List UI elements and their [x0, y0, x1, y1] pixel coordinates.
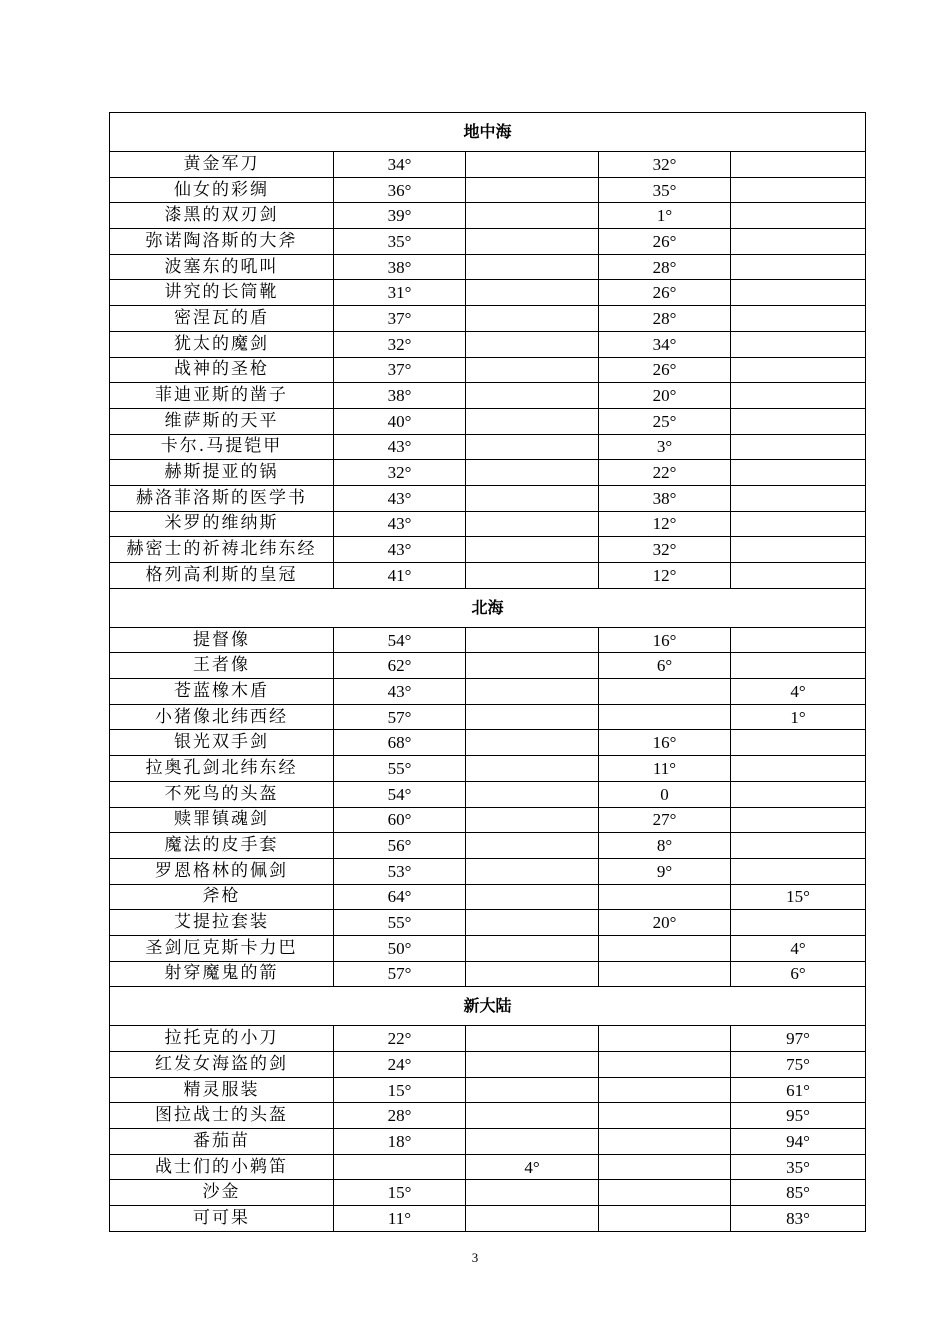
- item-name-cell: 赫斯提亚的锅: [110, 460, 334, 486]
- coordinate-cell: 0: [599, 781, 731, 807]
- coordinate-cell: 61°: [731, 1077, 866, 1103]
- item-name-cell: 罗恩格林的佩剑: [110, 858, 334, 884]
- table-row: [110, 935, 866, 961]
- item-name-cell: 密涅瓦的盾: [110, 306, 334, 332]
- coordinate-cell: 22°: [334, 1026, 466, 1052]
- coordinate-cell: [731, 331, 866, 357]
- table-row: [110, 383, 866, 409]
- coordinate-cell: [466, 653, 599, 679]
- coordinate-cell: 55°: [334, 756, 466, 782]
- table-row: [110, 1180, 866, 1206]
- coordinate-cell: 38°: [334, 383, 466, 409]
- table-row: [110, 460, 866, 486]
- section-header-row: [110, 987, 866, 1026]
- coordinate-cell: 95°: [731, 1103, 866, 1129]
- coordinate-cell: [466, 1206, 599, 1232]
- item-name-cell: 苍蓝橡木盾: [110, 679, 334, 705]
- coordinate-cell: 27°: [599, 807, 731, 833]
- coordinate-cell: [466, 1077, 599, 1103]
- table-row: [110, 152, 866, 178]
- coordinate-cell: 32°: [599, 537, 731, 563]
- coordinate-cell: 11°: [334, 1206, 466, 1232]
- coordinate-cell: [731, 229, 866, 255]
- table-row: [110, 1154, 866, 1180]
- coordinate-cell: 57°: [334, 704, 466, 730]
- coordinate-cell: 85°: [731, 1180, 866, 1206]
- item-name-cell: 仙女的彩绸: [110, 177, 334, 203]
- coordinates-table: [109, 112, 866, 1232]
- coordinate-cell: 41°: [334, 563, 466, 589]
- coordinate-cell: [466, 254, 599, 280]
- item-name-cell: 战神的圣枪: [110, 357, 334, 383]
- item-name-cell: 斧枪: [110, 884, 334, 910]
- coordinate-cell: [731, 833, 866, 859]
- coordinate-cell: [466, 756, 599, 782]
- coordinate-cell: 37°: [334, 357, 466, 383]
- coordinate-cell: [466, 807, 599, 833]
- coordinate-cell: 34°: [599, 331, 731, 357]
- coordinate-cell: 15°: [334, 1180, 466, 1206]
- section-title: 北海: [110, 588, 866, 627]
- coordinate-cell: 55°: [334, 910, 466, 936]
- table-row: [110, 653, 866, 679]
- coordinate-cell: [731, 306, 866, 332]
- table-row: [110, 1077, 866, 1103]
- item-name-cell: 番茄苗: [110, 1129, 334, 1155]
- table-row: [110, 485, 866, 511]
- coordinate-cell: 1°: [731, 704, 866, 730]
- table-row: [110, 434, 866, 460]
- table-row: [110, 1052, 866, 1078]
- table-row: [110, 357, 866, 383]
- coordinate-cell: [466, 280, 599, 306]
- coordinate-cell: 6°: [731, 961, 866, 987]
- coordinate-cell: 50°: [334, 935, 466, 961]
- item-name-cell: 格列高利斯的皇冠: [110, 563, 334, 589]
- table-row: [110, 781, 866, 807]
- table-row: [110, 177, 866, 203]
- coordinate-cell: [466, 730, 599, 756]
- coordinate-cell: [466, 704, 599, 730]
- coordinate-cell: 4°: [731, 935, 866, 961]
- coordinate-cell: 35°: [334, 229, 466, 255]
- coordinate-cell: [466, 229, 599, 255]
- coordinate-cell: [731, 563, 866, 589]
- coordinate-cell: [466, 935, 599, 961]
- coordinate-cell: [466, 884, 599, 910]
- coordinate-cell: 35°: [599, 177, 731, 203]
- item-name-cell: 犹太的魔剑: [110, 331, 334, 357]
- coordinate-cell: [731, 485, 866, 511]
- coordinate-cell: 22°: [599, 460, 731, 486]
- coordinate-cell: [731, 280, 866, 306]
- coordinate-cell: [599, 1180, 731, 1206]
- coordinate-cell: 8°: [599, 833, 731, 859]
- item-name-cell: 精灵服装: [110, 1077, 334, 1103]
- coordinate-cell: 75°: [731, 1052, 866, 1078]
- table-row: [110, 331, 866, 357]
- coordinate-cell: [466, 910, 599, 936]
- coordinate-cell: 28°: [599, 254, 731, 280]
- coordinate-cell: [466, 1052, 599, 1078]
- coordinate-cell: 43°: [334, 679, 466, 705]
- coordinate-cell: 43°: [334, 537, 466, 563]
- table-row: [110, 627, 866, 653]
- item-name-cell: 不死鸟的头盔: [110, 781, 334, 807]
- table-row: [110, 961, 866, 987]
- coordinate-cell: 60°: [334, 807, 466, 833]
- coordinate-cell: [731, 434, 866, 460]
- coordinate-cell: [731, 152, 866, 178]
- coordinate-cell: 15°: [334, 1077, 466, 1103]
- item-name-cell: 可可果: [110, 1206, 334, 1232]
- table-row: [110, 537, 866, 563]
- coordinate-cell: [466, 177, 599, 203]
- coordinate-cell: 15°: [731, 884, 866, 910]
- table-row: [110, 511, 866, 537]
- coordinate-cell: 6°: [599, 653, 731, 679]
- section-title: 新大陆: [110, 987, 866, 1026]
- coordinate-cell: [731, 807, 866, 833]
- coordinate-cell: [599, 935, 731, 961]
- coordinate-cell: [731, 910, 866, 936]
- coordinate-cell: [599, 961, 731, 987]
- coordinate-cell: 57°: [334, 961, 466, 987]
- coordinate-cell: [599, 1052, 731, 1078]
- coordinate-cell: [731, 730, 866, 756]
- coordinate-cell: 28°: [599, 306, 731, 332]
- coordinate-cell: 3°: [599, 434, 731, 460]
- coordinate-cell: [466, 152, 599, 178]
- coordinate-cell: [466, 858, 599, 884]
- coordinate-cell: 18°: [334, 1129, 466, 1155]
- coordinate-cell: 40°: [334, 408, 466, 434]
- item-name-cell: 波塞东的吼叫: [110, 254, 334, 280]
- table-row: [110, 408, 866, 434]
- coordinate-cell: [466, 485, 599, 511]
- coordinate-cell: [731, 537, 866, 563]
- table-row: [110, 884, 866, 910]
- coordinate-cell: [466, 537, 599, 563]
- coordinate-cell: 34°: [334, 152, 466, 178]
- coordinate-cell: [466, 203, 599, 229]
- item-name-cell: 红发女海盗的剑: [110, 1052, 334, 1078]
- coordinate-cell: 16°: [599, 627, 731, 653]
- coordinate-cell: [466, 563, 599, 589]
- coordinate-cell: [466, 331, 599, 357]
- coordinate-cell: [599, 884, 731, 910]
- coordinate-cell: 12°: [599, 511, 731, 537]
- coordinate-cell: 83°: [731, 1206, 866, 1232]
- coordinate-cell: [599, 679, 731, 705]
- coordinate-cell: [466, 961, 599, 987]
- coordinate-cell: 31°: [334, 280, 466, 306]
- coordinate-cell: 38°: [599, 485, 731, 511]
- item-name-cell: 银光双手剑: [110, 730, 334, 756]
- coordinate-cell: [599, 1077, 731, 1103]
- table-row: [110, 858, 866, 884]
- coordinate-cell: 9°: [599, 858, 731, 884]
- coordinate-cell: [599, 704, 731, 730]
- item-name-cell: 米罗的维纳斯: [110, 511, 334, 537]
- coordinate-cell: 54°: [334, 627, 466, 653]
- coordinate-cell: [466, 408, 599, 434]
- coordinate-cell: 4°: [466, 1154, 599, 1180]
- coordinate-cell: [466, 511, 599, 537]
- table-row: [110, 1103, 866, 1129]
- coordinate-cell: 32°: [334, 331, 466, 357]
- table-row: [110, 563, 866, 589]
- coordinate-cell: [599, 1154, 731, 1180]
- coordinate-cell: 97°: [731, 1026, 866, 1052]
- item-name-cell: 射穿魔鬼的箭: [110, 961, 334, 987]
- coordinate-cell: 32°: [599, 152, 731, 178]
- coordinate-cell: [466, 781, 599, 807]
- section-header-row: [110, 113, 866, 152]
- coordinate-cell: [466, 833, 599, 859]
- coordinate-cell: 43°: [334, 434, 466, 460]
- coordinate-cell: 1°: [599, 203, 731, 229]
- table-row: [110, 203, 866, 229]
- table-row: [110, 910, 866, 936]
- item-name-cell: 弥诺陶洛斯的大斧: [110, 229, 334, 255]
- item-name-cell: 图拉战士的头盔: [110, 1103, 334, 1129]
- item-name-cell: 赫洛菲洛斯的医学书: [110, 485, 334, 511]
- coordinate-cell: [466, 1026, 599, 1052]
- item-name-cell: 拉托克的小刀: [110, 1026, 334, 1052]
- table-row: [110, 254, 866, 280]
- coordinate-cell: [599, 1103, 731, 1129]
- coordinate-cell: 53°: [334, 858, 466, 884]
- item-name-cell: 拉奥孔剑北纬东经: [110, 756, 334, 782]
- item-name-cell: 漆黑的双刃剑: [110, 203, 334, 229]
- item-name-cell: 小猪像北纬西经: [110, 704, 334, 730]
- coordinate-cell: [466, 1180, 599, 1206]
- coordinate-cell: 43°: [334, 485, 466, 511]
- table-row: [110, 730, 866, 756]
- coordinate-cell: [466, 679, 599, 705]
- coordinate-cell: [466, 627, 599, 653]
- coordinate-cell: [731, 653, 866, 679]
- coordinate-cell: [731, 781, 866, 807]
- coordinate-cell: [731, 627, 866, 653]
- coordinate-cell: 28°: [334, 1103, 466, 1129]
- item-name-cell: 沙金: [110, 1180, 334, 1206]
- coordinate-cell: [731, 858, 866, 884]
- table-row: [110, 280, 866, 306]
- coordinate-cell: 68°: [334, 730, 466, 756]
- table-row: [110, 833, 866, 859]
- table-row: [110, 807, 866, 833]
- item-name-cell: 菲迪亚斯的凿子: [110, 383, 334, 409]
- coordinate-cell: 54°: [334, 781, 466, 807]
- coordinate-cell: [466, 306, 599, 332]
- coordinate-cell: [466, 357, 599, 383]
- item-name-cell: 黄金军刀: [110, 152, 334, 178]
- coordinate-cell: 32°: [334, 460, 466, 486]
- table-row: [110, 229, 866, 255]
- table-row: [110, 1026, 866, 1052]
- item-name-cell: 圣剑厄克斯卡力巴: [110, 935, 334, 961]
- coordinate-cell: [731, 177, 866, 203]
- section-header-row: [110, 588, 866, 627]
- table-row: [110, 704, 866, 730]
- table-row: [110, 306, 866, 332]
- coordinate-cell: [466, 1103, 599, 1129]
- item-name-cell: 艾提拉套装: [110, 910, 334, 936]
- coordinate-cell: 35°: [731, 1154, 866, 1180]
- item-name-cell: 卡尔.马提铠甲: [110, 434, 334, 460]
- coordinate-cell: 94°: [731, 1129, 866, 1155]
- coordinate-cell: [466, 1129, 599, 1155]
- coordinate-cell: 56°: [334, 833, 466, 859]
- coordinate-cell: [466, 383, 599, 409]
- coordinate-cell: [731, 203, 866, 229]
- coordinate-cell: 64°: [334, 884, 466, 910]
- coordinate-cell: 25°: [599, 408, 731, 434]
- table-row: [110, 1206, 866, 1232]
- coordinate-cell: [599, 1026, 731, 1052]
- coordinate-cell: 16°: [599, 730, 731, 756]
- table-row: [110, 679, 866, 705]
- page-number: 3: [471, 1250, 479, 1265]
- table-row: [110, 1129, 866, 1155]
- coordinate-cell: [731, 511, 866, 537]
- coordinate-cell: [731, 756, 866, 782]
- item-name-cell: 赎罪镇魂剑: [110, 807, 334, 833]
- coordinate-cell: [731, 460, 866, 486]
- coordinate-cell: 39°: [334, 203, 466, 229]
- item-name-cell: 维萨斯的天平: [110, 408, 334, 434]
- item-name-cell: 提督像: [110, 627, 334, 653]
- coordinate-cell: 20°: [599, 383, 731, 409]
- coordinate-cell: 26°: [599, 229, 731, 255]
- coordinate-cell: 11°: [599, 756, 731, 782]
- coordinate-cell: [466, 434, 599, 460]
- coordinate-cell: 24°: [334, 1052, 466, 1078]
- coordinate-cell: [466, 460, 599, 486]
- coordinate-cell: [599, 1206, 731, 1232]
- coordinate-cell: [731, 383, 866, 409]
- item-name-cell: 王者像: [110, 653, 334, 679]
- coordinate-cell: [731, 357, 866, 383]
- coordinate-cell: 12°: [599, 563, 731, 589]
- item-name-cell: 魔法的皮手套: [110, 833, 334, 859]
- item-name-cell: 赫密士的祈祷北纬东经: [110, 537, 334, 563]
- coordinate-cell: [731, 254, 866, 280]
- item-name-cell: 战士们的小鹈笛: [110, 1154, 334, 1180]
- coordinate-cell: 62°: [334, 653, 466, 679]
- coordinate-cell: [599, 1129, 731, 1155]
- coordinate-cell: 20°: [599, 910, 731, 936]
- coordinate-cell: 36°: [334, 177, 466, 203]
- coordinate-cell: [334, 1154, 466, 1180]
- coordinate-cell: 38°: [334, 254, 466, 280]
- coordinate-cell: 26°: [599, 280, 731, 306]
- coordinate-cell: 43°: [334, 511, 466, 537]
- coordinate-cell: 26°: [599, 357, 731, 383]
- item-name-cell: 讲究的长筒靴: [110, 280, 334, 306]
- section-title: 地中海: [110, 113, 866, 152]
- coordinate-cell: [731, 408, 866, 434]
- coordinate-cell: 4°: [731, 679, 866, 705]
- table-row: [110, 756, 866, 782]
- coordinate-cell: 37°: [334, 306, 466, 332]
